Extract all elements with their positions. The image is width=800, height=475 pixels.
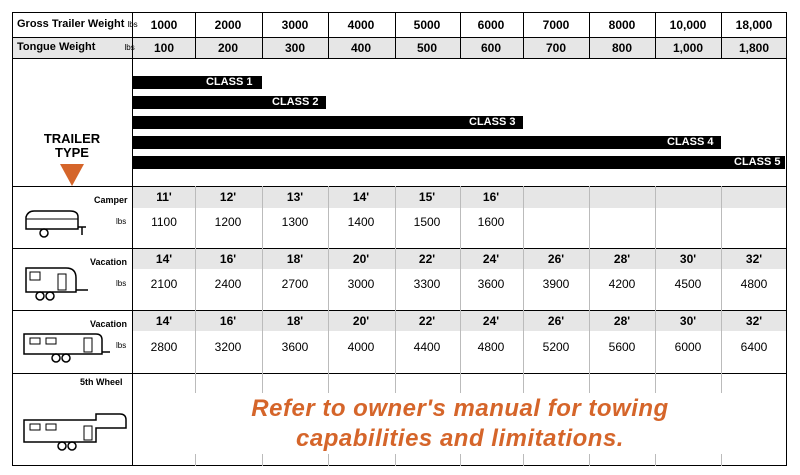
class-5-bar: CLASS 5 [132,156,785,169]
weight-cell: 1500 [413,215,441,229]
length-cell: 26' [547,314,565,328]
column-divider [460,373,461,393]
length-cell: 32' [745,314,763,328]
weight-cell: 2100 [150,277,178,291]
gross-weight-cell: 5000 [413,18,441,32]
tongue-weight-cell: 1,800 [738,41,770,55]
tongue-weight-cell: 400 [350,41,372,55]
tongue-weight-cell: 1,000 [672,41,704,55]
length-cell: 13' [286,190,304,204]
length-cell: 16' [482,190,500,204]
length-cell: 30' [679,314,697,328]
weight-cell: 4000 [347,340,375,354]
length-cell: 26' [547,252,565,266]
length-cell: 18' [286,252,304,266]
gross-weight-cell: 8000 [608,18,636,32]
tongue-weight-cell: 600 [480,41,502,55]
towing-note: Refer to owner's manual for towing capabilities and limitations. [160,394,760,454]
weight-cell: 1100 [151,215,177,229]
gross-weight-label: Gross Trailer Weight lbs [17,18,138,30]
length-cell: 32' [745,252,763,266]
weight-cell: 3600 [477,277,505,291]
length-cell: 14' [155,314,173,328]
class-1-bar: CLASS 1 [132,76,262,89]
weight-cell: 2800 [150,340,178,354]
weight-cell: 1600 [477,215,505,229]
weight-cell: 6400 [740,340,768,354]
column-divider [195,373,196,393]
weight-cell: 1200 [214,215,242,229]
weight-cell: 4800 [477,340,505,354]
tongue-weight-cell: 700 [545,41,567,55]
weight-cell: 1300 [281,215,309,229]
weight-cell: 6000 [674,340,702,354]
length-cell: 28' [613,252,631,266]
column-divider [328,373,329,393]
length-cell: 28' [613,314,631,328]
fifth-wheel-trailer-icon [20,410,130,454]
gross-weight-cell: 18,000 [735,18,773,32]
weight-cell: 5600 [608,340,636,354]
column-divider [721,373,722,393]
weight-cell: 3200 [214,340,242,354]
column-divider [655,373,656,393]
length-cell: 20' [352,252,370,266]
weight-cell: 3900 [542,277,570,291]
weight-cell: 2400 [214,277,242,291]
tongue-weight-cell: 200 [217,41,239,55]
divider [12,373,787,374]
weight-cell: 3000 [347,277,375,291]
tongue-weight-label: Tongue Weight lbs [17,41,135,53]
weight-cell: 4400 [413,340,441,354]
class-2-bar: CLASS 2 [132,96,326,109]
length-cell: 18' [286,314,304,328]
gross-weight-cell: 3000 [281,18,309,32]
length-cell: 24' [482,252,500,266]
divider [12,37,787,38]
length-cell: 16' [219,252,237,266]
gross-weight-cell: 10,000 [669,18,707,32]
weight-cell: 1400 [347,215,375,229]
gross-weight-cell: 1000 [150,18,178,32]
weight-cell: 3600 [281,340,309,354]
tongue-weight-cell: 100 [153,41,175,55]
row-unit: lbs [116,341,127,350]
gross-weight-cell: 6000 [477,18,505,32]
weight-cell: 4500 [674,277,702,291]
column-divider [395,373,396,393]
column-divider [523,373,524,393]
weight-cell: 5200 [542,340,570,354]
length-cell: 24' [482,314,500,328]
weight-cell: 3300 [413,277,441,291]
divider [12,58,787,59]
length-cell: 16' [219,314,237,328]
weight-cell: 4200 [608,277,636,291]
length-cell: 14' [155,252,173,266]
gross-weight-cell: 4000 [347,18,375,32]
weight-cell: 4800 [740,277,768,291]
class-4-bar: CLASS 4 [132,136,721,149]
length-cell: 11' [156,190,172,204]
row-label-vacation: Vacation [90,257,128,267]
tongue-weight-cell: 800 [611,41,633,55]
column-divider [589,373,590,393]
length-cell: 12' [219,190,237,204]
length-cell: 22' [418,252,436,266]
vacation-trailer-icon [22,262,92,304]
tongue-weight-cell: 500 [416,41,438,55]
row-label-camper: Camper [94,195,128,205]
trailer-type-label: TRAILER TYPE [43,131,101,160]
length-cell: 15' [418,190,436,204]
row-unit: lbs [116,279,127,288]
gross-weight-cell: 7000 [542,18,570,32]
down-arrow-icon [60,164,84,186]
travel-trailer-icon [20,328,112,366]
length-cell: 30' [679,252,697,266]
length-cell: 14' [352,190,370,204]
row-label-fifth-wheel: 5th Wheel [80,377,123,387]
tongue-weight-cell: 300 [284,41,306,55]
row-label-vacation: Vacation [90,319,128,329]
length-cell: 22' [418,314,436,328]
class-3-bar: CLASS 3 [132,116,523,129]
row-unit: lbs [116,217,127,226]
weight-cell: 2700 [281,277,309,291]
camper-trailer-icon [22,205,88,243]
column-divider [262,373,263,393]
gross-weight-cell: 2000 [214,18,242,32]
length-cell: 20' [352,314,370,328]
